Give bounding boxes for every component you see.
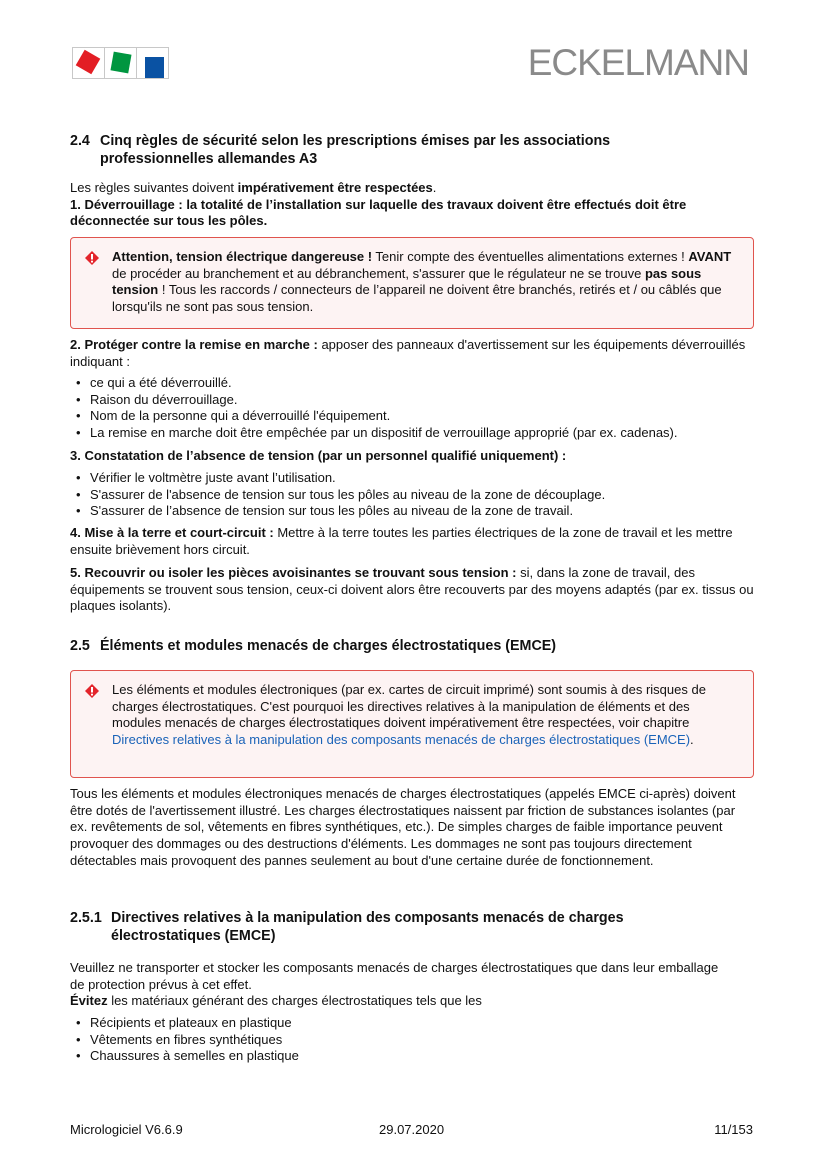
emce-guidelines-link[interactable]: Directives relatives à la manipulation des composants menacés de charges électrostatiques (EMCE) [112,732,691,748]
brand-name: ECKELMANN [527,42,749,83]
section-heading-2-5-1: 2.5.1 Directives relatives à la manipulation des composants menacés de charges électrostatiques (EMCE) [70,910,624,944]
rule-4: 4. Mise à la terre et court-circuit : Mettre à la terre toutes les parties électriques de la zone de travail et les mettre ensuite brièvement hors circuit. [70,525,733,557]
avoid-list [70,1015,756,1065]
list-item: • La remise en marche doit être empêchée par un dispositif de verrouillage approprié (par ex. cadenas). [70,425,756,442]
eckelmann-logo [72,47,168,79]
intro-text: Les règles suivantes doivent impérativement être respectées. 1. Déverrouillage : la totalité de l’installation sur laquelle des travaux doivent être effectués doit être déconnectée sur tous les pôles. [70,180,687,229]
list-item: • Vêtements en fibres synthétiques [70,1032,756,1049]
section-heading-2-4: 2.4 Cinq règles de sécurité selon les prescriptions émises par les associations professionnelles allemandes A3 [70,133,611,167]
list-item: • Chaussures à semelles en plastique [70,1048,756,1065]
list-item: • Raison du déverrouillage. [70,392,756,409]
warning-box-emce: Les éléments et modules électroniques (par ex. cartes de circuit imprimé) sont soumis à des risques de charges électrostatiques. C'est pourquoi les directives relatives à la manipulation de éléments et des modules menacés de charges électrostatiques doivent impérativement être respectées, voir chapitre Directives relatives à la manipulation des composants menacés de charges électrostatiques (EMCE). [70,670,754,778]
emce-paragraph: Tous les éléments et modules électroniques menacés de charges électrostatiques (appelés EMCE ci-après) doivent être dotés de l'avertissement illustré. Les charges électrostatiques naissent par friction de substances isolantes (par ex. revêtements de sol, vêtements en fibres synthétiques, etc.). De simples charges de faible importance peuvent provoquer des dommages ou des destructions d'éléments. Les dommages ne sont pas toujours directement détectables mais provoquent des pannes seulement au bout d'une certaine durée de fonctionnement. [70,786,736,868]
warning-icon [85,251,99,265]
rule-3-list [70,470,756,520]
rule-2-list [70,375,756,442]
warning-icon [85,684,99,698]
footer-page-number: 11/153 [714,1122,753,1137]
list-item: • Vérifier le voltmètre juste avant l’utilisation. [70,470,756,487]
list-item: • Récipients et plateaux en plastique [70,1015,756,1032]
list-item: • ce qui a été déverrouillé. [70,375,756,392]
rule-2: 2. Protéger contre la remise en marche : apposer des panneaux d'avertissement sur les équipements déverrouillés indiquant : [70,337,746,369]
footer-date: 29.07.2020 [379,1122,445,1137]
list-item: • S'assurer de l’absence de tension sur tous les pôles au niveau de la zone de travail. [70,503,756,520]
warning-box-voltage: Attention, tension électrique dangereuse ! Tenir compte des éventuelles alimentations externes ! AVANT de procéder au branchement et au débranchement, s'assurer que le régulateur ne se trouve pas sous tension ! Tous les raccords / connecteurs de l’appareil ne doivent être branchés, retirés et / ou câblés que lorsqu'ils ne sont pas sous tension. [70,237,754,329]
list-item: • S'assurer de l'absence de tension sur tous les pôles au niveau de la zone de découplage. [70,487,756,504]
rule-1: 1. Déverrouillage : la totalité de l’installation sur laquelle des travaux doivent être effectués doit être déconnectée sur tous les pôles. [70,196,687,229]
transport-paragraph: Veuillez ne transporter et stocker les composants menacés de charges électrostatiques que dans leur emballage de protection prévus à cet effet. Évitez les matériaux générant des charges électrostatiques tels que les [70,960,719,1009]
list-item: • Nom de la personne qui a déverrouillé l'équipement. [70,408,756,425]
rule-5: 5. Recouvrir ou isoler les pièces avoisinantes se trouvant sous tension : si, dans la zone de travail, des équipements se trouvent sous tension, ceux-ci doivent alors être recouverts par des moyens adaptés (par ex. tissus ou plaques isolants). [70,565,754,614]
footer-product: Micrologiciel V6.6.9 [70,1122,183,1137]
section-heading-2-5: 2.5 Éléments et modules menacés de charges électrostatiques (EMCE) [70,638,557,654]
rule-3: 3. Constatation de l’absence de tension (par un personnel qualifié uniquement) : [70,448,567,463]
